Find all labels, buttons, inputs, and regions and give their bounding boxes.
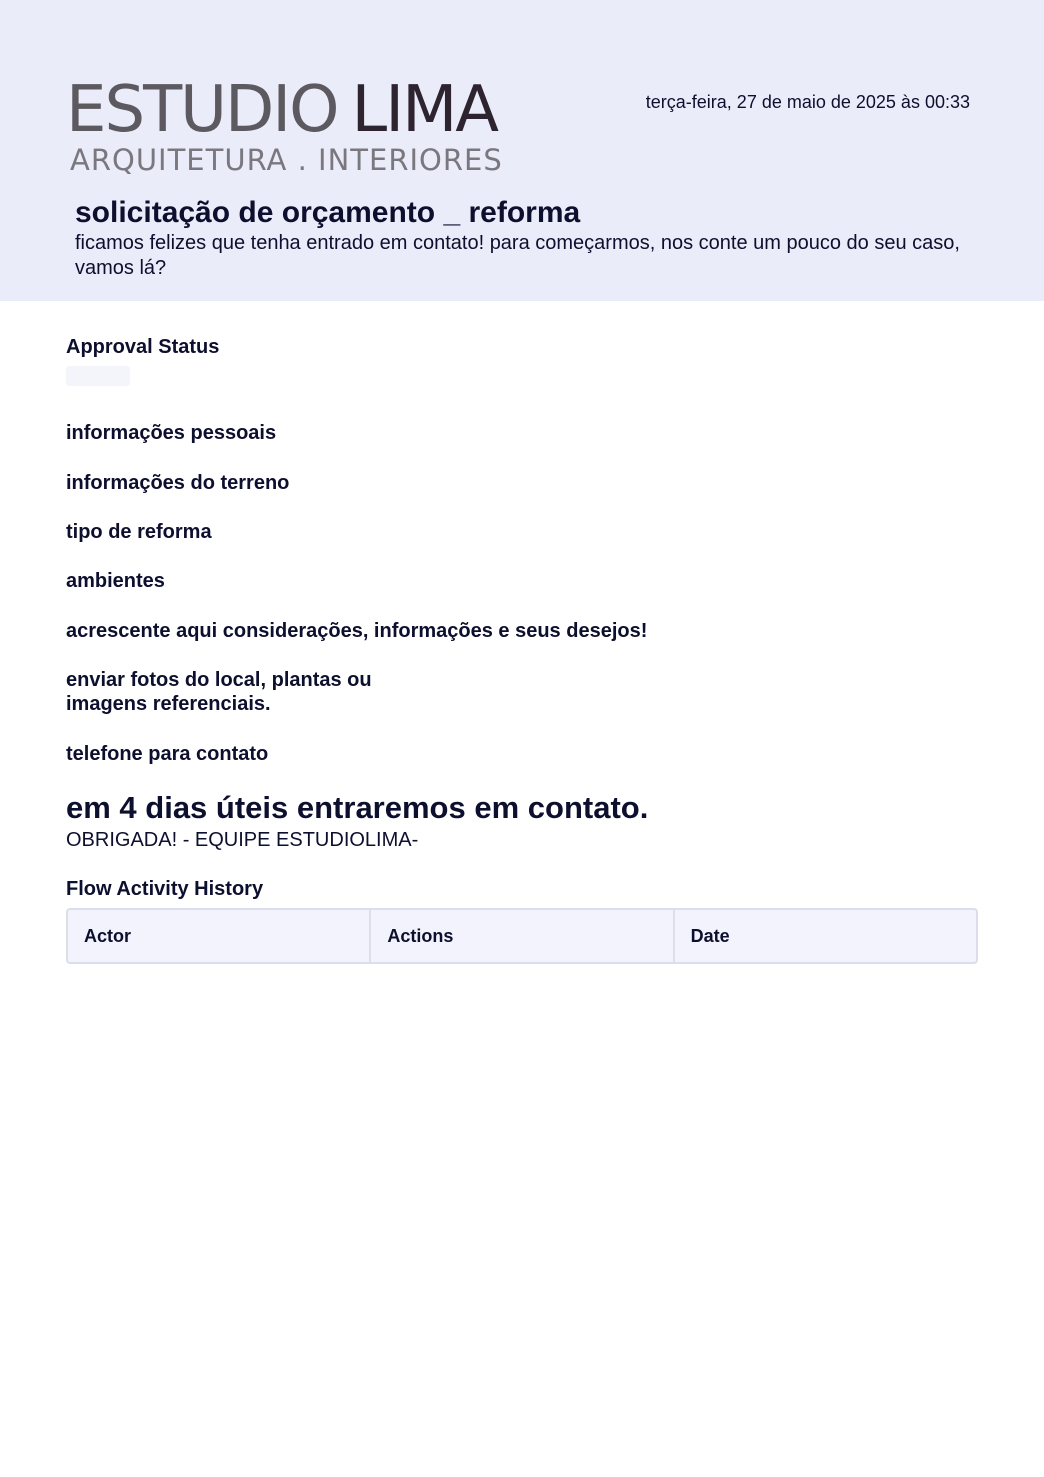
closing-text: OBRIGADA! - EQUIPE ESTUDIOLIMA-: [66, 829, 419, 851]
section-land-info: informações do terreno: [66, 472, 290, 494]
section-photos-line-1: enviar fotos do local, plantas ou: [66, 669, 372, 691]
form-title: solicitação de orçamento _ reforma: [75, 196, 581, 229]
column-header-actor: Actor: [68, 910, 371, 962]
section-photos-line-2: imagens referenciais.: [66, 693, 271, 715]
form-description: ficamos felizes que tenha entrado em contato! para começarmos, nos conte um pouco do seu caso, vamos lá?: [75, 232, 960, 279]
approval-status-badge: [66, 366, 130, 386]
logo-word-estudio: ESTUDIO: [66, 73, 338, 147]
section-personal-info: informações pessoais: [66, 422, 277, 444]
submission-timestamp: terça-feira, 27 de maio de 2025 às 00:33: [645, 92, 970, 112]
section-considerations: acrescente aqui considerações, informações e seus desejos!: [66, 620, 648, 642]
section-phone: telefone para contato: [66, 743, 269, 765]
column-header-date: Date: [690, 926, 730, 946]
flow-history-table: [66, 908, 978, 964]
section-rooms: ambientes: [66, 570, 165, 592]
section-renovation-type: tipo de reforma: [66, 521, 212, 543]
form-header: [0, 0, 1044, 301]
column-header-actions: Actions: [371, 910, 674, 962]
approval-status-label: Approval Status: [66, 336, 220, 358]
closing-title: em 4 dias úteis entraremos em contato.: [66, 790, 649, 825]
flow-history-title: Flow Activity History: [66, 878, 264, 900]
logo-word-lima: LIMA: [351, 73, 498, 147]
estudio-lima-logo: [66, 73, 526, 178]
logo-wordmark: [66, 73, 498, 147]
logo-subtitle: ARQUITETURA . INTERIORES: [70, 143, 503, 177]
